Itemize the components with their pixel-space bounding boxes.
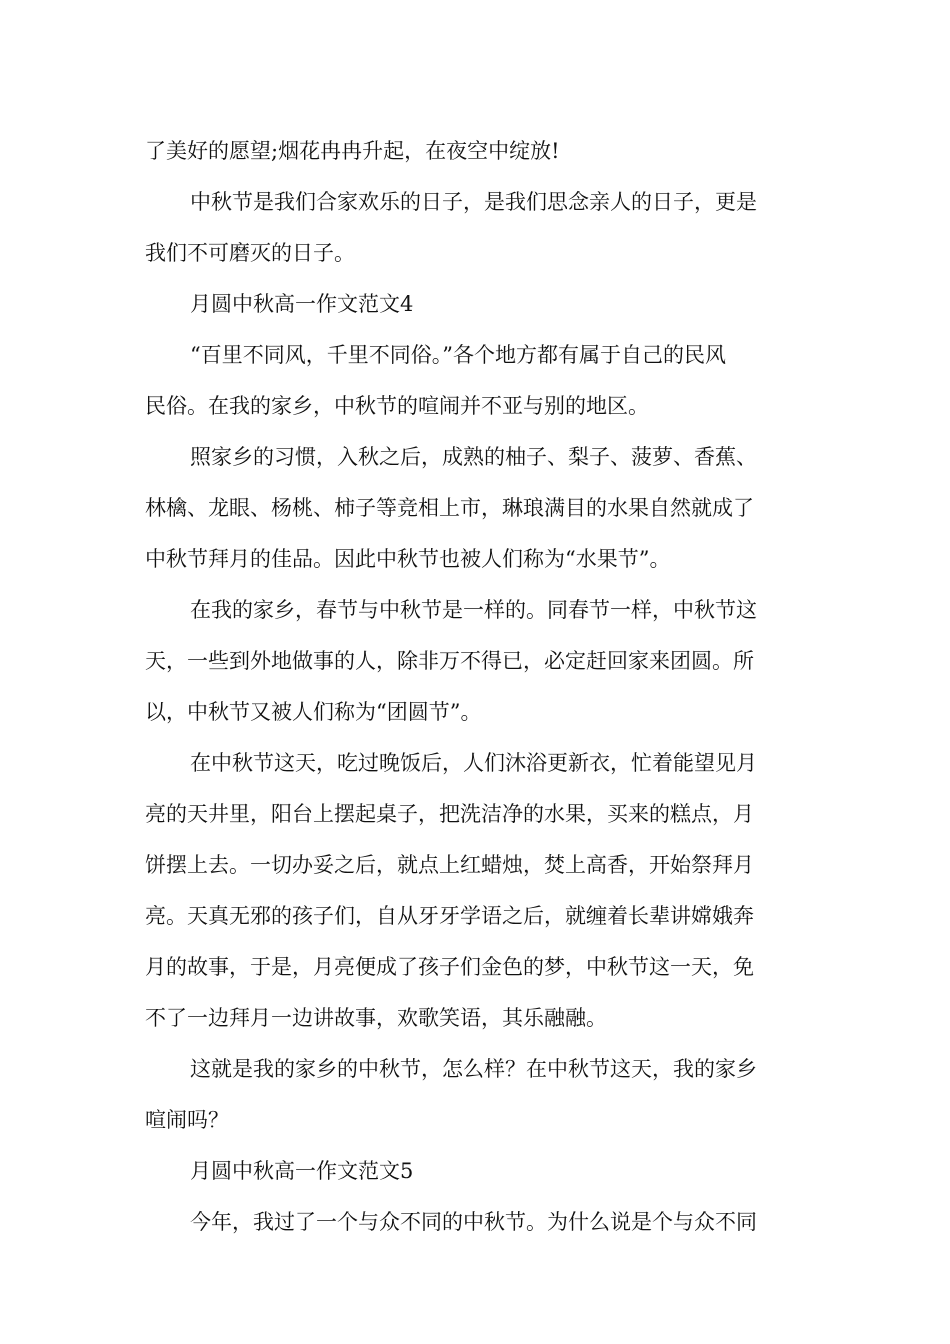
text-line: 以，中秋节又被人们称为“团圆节”。 — [145, 700, 482, 724]
paragraph-start-line: 在我的家乡，春节与中秋节是一样的。同春节一样，中秋节这 — [190, 598, 757, 622]
text-line: 饼摆上去。一切办妥之后，就点上红蜡烛，焚上高香，开始祭拜月 — [145, 853, 754, 877]
paragraph-start-line: 这就是我的家乡的中秋节，怎么样？在中秋节这天，我的家乡 — [190, 1057, 757, 1081]
paragraph-start-line: “百里不同风，千里不同俗。”各个地方都有属于自己的民风 — [190, 343, 726, 367]
section-heading: 月圆中秋高一作文范文4 — [190, 292, 414, 316]
paragraph-start-line: 中秋节是我们合家欢乐的日子，是我们思念亲人的日子，更是 — [190, 190, 757, 214]
paragraph-start-line: 今年，我过了一个与众不同的中秋节。为什么说是个与众不同 — [190, 1210, 757, 1234]
text-line: 月的故事，于是，月亮便成了孩子们金色的梦，中秋节这一天，免 — [145, 955, 754, 979]
paragraph-start-line: 在中秋节这天，吃过晚饭后，人们沐浴更新衣，忙着能望见月 — [190, 751, 757, 775]
text-line: 林檎、龙眼、杨桃、柿子等竞相上市，琳琅满目的水果自然就成了 — [145, 496, 754, 520]
text-line: 我们不可磨灭的日子。 — [145, 241, 355, 265]
text-line: 中秋节拜月的佳品。因此中秋节也被人们称为“水果节”。 — [145, 547, 671, 571]
text-line: 亮的天井里，阳台上摆起桌子，把洗洁净的水果，买来的糕点，月 — [145, 802, 754, 826]
text-line: 亮。天真无邪的孩子们，自从牙牙学语之后，就缠着长辈讲嫦娥奔 — [145, 904, 754, 928]
text-line: 不了一边拜月一边讲故事，欢歌笑语，其乐融融。 — [145, 1006, 607, 1030]
paragraph-start-line: 照家乡的习惯，入秋之后，成熟的柚子、梨子、菠萝、香蕉、 — [190, 445, 757, 469]
text-line: 民俗。在我的家乡，中秋节的喧闹并不亚与别的地区。 — [145, 394, 649, 418]
text-line: 了美好的愿望;烟花冉冉升起，在夜空中绽放! — [145, 139, 560, 163]
text-line: 天，一些到外地做事的人，除非万不得已，必定赶回家来团圆。所 — [145, 649, 754, 673]
text-line: 喧闹吗？ — [145, 1108, 229, 1132]
section-heading: 月圆中秋高一作文范文5 — [190, 1159, 414, 1183]
